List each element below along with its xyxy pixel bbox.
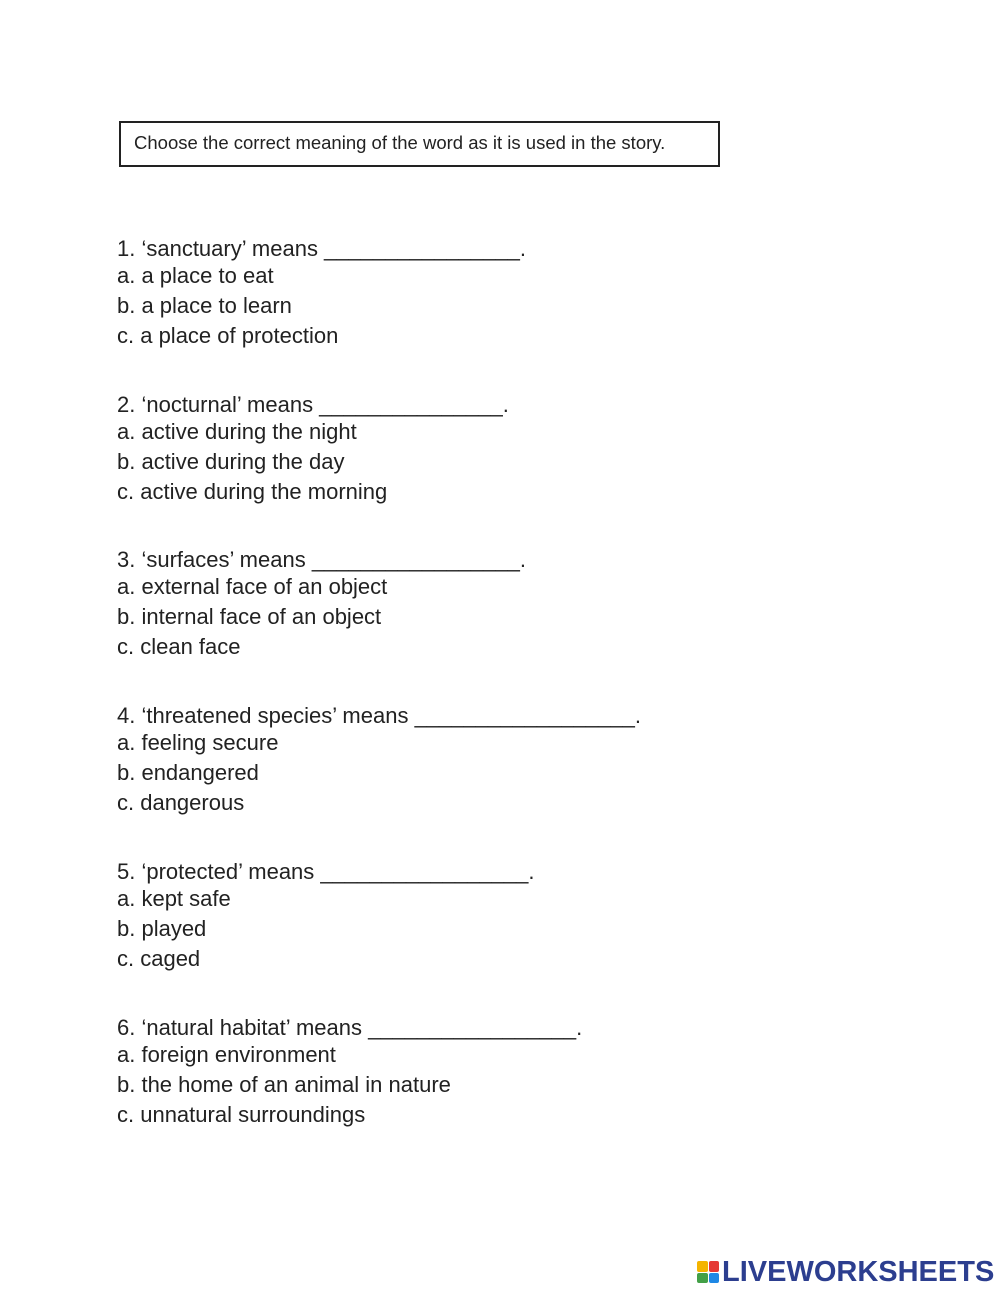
- question-stem: 3. ‘surfaces’ means _________________.: [117, 547, 526, 572]
- answer-option[interactable]: a. feeling secure: [117, 730, 279, 755]
- question-2: [117, 392, 817, 505]
- answer-option[interactable]: b. a place to learn: [117, 293, 292, 318]
- logo-square: [697, 1261, 708, 1272]
- logo-square: [709, 1273, 720, 1284]
- logo-square: [709, 1261, 720, 1272]
- question-3: [117, 547, 817, 660]
- answer-option[interactable]: c. active during the morning: [117, 479, 388, 504]
- liveworksheets-logo: [697, 1258, 994, 1286]
- answer-option[interactable]: c. clean face: [117, 634, 241, 659]
- answer-option[interactable]: a. a place to eat: [117, 263, 274, 288]
- question-5: [117, 859, 817, 972]
- logo-square: [697, 1273, 708, 1284]
- question-stem: 4. ‘threatened species’ means __________________.: [117, 703, 641, 728]
- logo-text: LIVEWORKSHEETS: [722, 1256, 995, 1288]
- question-4: [117, 703, 817, 816]
- answer-option[interactable]: b. the home of an animal in nature: [117, 1072, 451, 1097]
- instruction-text: Choose the correct meaning of the word as it is used in the story.: [134, 132, 666, 153]
- answer-option[interactable]: a. external face of an object: [117, 574, 388, 599]
- answer-option[interactable]: a. active during the night: [117, 419, 357, 444]
- question-stem: 5. ‘protected’ means _________________.: [117, 859, 535, 884]
- answer-option[interactable]: b. endangered: [117, 760, 259, 785]
- question-6: [117, 1015, 817, 1128]
- answer-option[interactable]: a. foreign environment: [117, 1042, 336, 1067]
- answer-option[interactable]: c. unnatural surroundings: [117, 1102, 366, 1127]
- answer-option[interactable]: b. active during the day: [117, 449, 345, 474]
- answer-option[interactable]: b. internal face of an object: [117, 604, 382, 629]
- liveworksheets-logo-icon: [697, 1261, 719, 1283]
- instruction-box: [119, 121, 720, 167]
- answer-option[interactable]: a. kept safe: [117, 886, 231, 911]
- question-1: [117, 236, 817, 349]
- question-stem: 2. ‘nocturnal’ means _______________.: [117, 392, 509, 417]
- answer-option[interactable]: c. caged: [117, 946, 201, 971]
- answer-option[interactable]: c. a place of protection: [117, 323, 339, 348]
- answer-option[interactable]: c. dangerous: [117, 790, 245, 815]
- question-stem: 1. ‘sanctuary’ means ________________.: [117, 236, 526, 261]
- answer-option[interactable]: b. played: [117, 916, 207, 941]
- question-stem: 6. ‘natural habitat’ means _________________.: [117, 1015, 583, 1040]
